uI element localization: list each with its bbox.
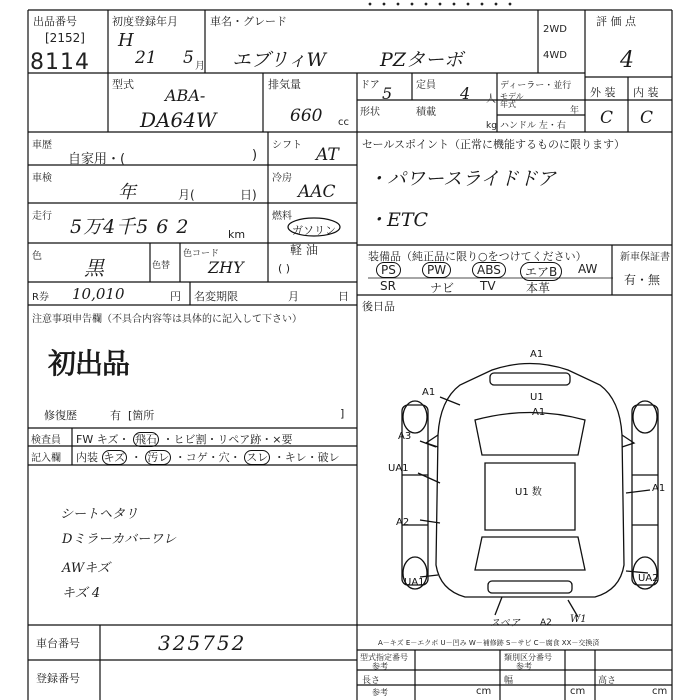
- diagram-mark-roof: U1 数: [515, 487, 542, 498]
- recycle-value: 10,010: [72, 285, 125, 303]
- interior-scratch: キズ: [103, 451, 126, 464]
- score-value: 4: [620, 48, 634, 73]
- sales-points-label: セールスポイント（正常に機能するものに限ります）: [362, 138, 626, 151]
- mileage-unit: km: [228, 228, 246, 241]
- recycle-label: R券: [32, 292, 49, 303]
- inspector-label: 検査員: [31, 435, 61, 446]
- inspector-stone-chip: 飛石: [135, 433, 157, 446]
- equip-pw: PW: [422, 262, 451, 278]
- fuel-diesel: 軽 油: [290, 243, 318, 257]
- mileage-label: 走行: [32, 211, 52, 222]
- model-label: 型式: [112, 78, 134, 91]
- recycle-unit: 円: [170, 290, 181, 303]
- car-name: エブリィW: [232, 49, 327, 71]
- diagram-mark-rear: A2: [540, 618, 552, 628]
- history-label: 車歴: [32, 140, 52, 151]
- color-change-label: 色替: [152, 261, 171, 271]
- reg-month: 5: [183, 48, 194, 68]
- displacement-unit: cc: [338, 117, 349, 128]
- interior-rest: ・キレ・破レ: [273, 451, 340, 464]
- diagram-mark-left-rear: UA1: [404, 577, 425, 588]
- color-label: 色: [32, 251, 42, 262]
- class-number-ref: 参考: [516, 662, 532, 671]
- inspector-row-2: [76, 449, 340, 465]
- notes-label: 注意事項申告欄（不具合内容等は具体的に記入して下さい）: [32, 314, 302, 325]
- model-code: DA64W: [140, 108, 217, 132]
- lot-label: 出品番号: [33, 15, 77, 28]
- reg-era: H: [118, 30, 134, 51]
- equip-abs: ABS: [472, 262, 506, 278]
- fuel-gasoline: ガソリン: [292, 224, 336, 237]
- diagram-mark-left-rear-door: A2: [396, 517, 410, 528]
- repair-detail: [箇所: [128, 409, 155, 422]
- capacity-value: 4: [460, 84, 471, 103]
- mileage-value: 5万4千5 6 2: [70, 216, 190, 238]
- history-value: 自家用・(: [68, 152, 126, 167]
- width-unit: cm: [570, 686, 586, 697]
- type-designation-label: 型式指定番号: [360, 653, 408, 662]
- lot-number: [2152]: [45, 31, 85, 45]
- fuel-label: 燃料: [272, 211, 292, 222]
- warranty-label: 新車保証書: [620, 252, 670, 263]
- fuel-gasoline-circle: [286, 216, 342, 238]
- diagram-mark-left-front: A1: [422, 387, 436, 398]
- color-code-label: 色コード: [183, 249, 220, 259]
- equip-navi: ナビ: [430, 281, 455, 295]
- inspector-note-3: AWキズ: [62, 561, 110, 576]
- shape-label: 形状: [360, 107, 380, 118]
- diagram-mark-left-door: UA1: [388, 463, 409, 474]
- inspector-note-4: キズ 4: [62, 586, 101, 601]
- diagram-mark-hood: A1: [532, 407, 546, 418]
- equipment-label: 装備品（純正品に限り○をつけてください）: [368, 250, 587, 263]
- height-unit: cm: [652, 686, 668, 697]
- model-year-label: モデル年式: [500, 92, 524, 109]
- dealer-label: ディーラー・並行: [500, 81, 572, 91]
- color-value: 黒: [84, 256, 104, 280]
- exterior-label: 外 装: [590, 86, 616, 99]
- inspector-scratch: キズ・: [96, 433, 130, 446]
- interior-label-2: 内装: [76, 451, 98, 464]
- length-label: 長さ: [362, 676, 381, 686]
- capacity-unit: 人: [486, 94, 496, 105]
- model-year-unit: 年: [570, 106, 580, 116]
- length-unit: cm: [476, 686, 492, 697]
- doors-value: 5: [382, 84, 393, 103]
- height-label: 高さ: [598, 676, 617, 686]
- inspection-day: 日): [240, 188, 257, 202]
- load-label: 積載: [416, 107, 436, 118]
- fuel-other: ( ): [278, 262, 291, 275]
- interior-label: 内 装: [633, 86, 659, 99]
- equip-aw: AW: [578, 262, 598, 276]
- equip-sr: SR: [380, 279, 396, 293]
- chassis-number: 325752: [158, 631, 247, 655]
- name-change-label: 名変期限: [194, 290, 238, 303]
- drive-4wd: 4WD: [543, 50, 567, 61]
- color-code-value: ZHY: [208, 258, 244, 277]
- ac-value: AAC: [298, 182, 336, 202]
- name-change-day: 日: [338, 290, 349, 303]
- diagram-mark-rear-w: W1: [570, 614, 587, 625]
- shift-value: AT: [316, 145, 339, 165]
- lot-big-number: 8114: [30, 50, 90, 75]
- first-reg-label: 初度登録年月: [112, 15, 178, 28]
- equip-ps: PS: [376, 262, 401, 278]
- sales-point-1: ・パワースライドドア: [368, 168, 556, 190]
- shift-label: シフト: [272, 140, 302, 151]
- model-prefix: ABA-: [165, 86, 206, 105]
- load-unit: kg: [486, 121, 497, 131]
- diagram-mark-right-door: A1: [652, 483, 666, 494]
- width-label: 幅: [504, 676, 514, 686]
- name-change-month: 月: [288, 290, 299, 303]
- reg-month-unit: 月: [195, 61, 205, 72]
- exterior-grade: C: [600, 108, 614, 128]
- warranty-value: 有・無: [624, 273, 661, 287]
- doors-label: ドア: [360, 80, 380, 91]
- length-ref: 参考: [372, 688, 388, 697]
- inspector-fw: FW: [76, 433, 94, 446]
- displacement-label: 排気量: [268, 78, 301, 91]
- inspector-note-2: Dミラーカバーワレ: [62, 532, 177, 547]
- inspector-note-1: シートヘタリ: [60, 507, 139, 522]
- inspection-label: 車検: [32, 173, 52, 184]
- equipment-divider: [368, 277, 613, 279]
- interior-stain: 汚レ: [147, 451, 170, 464]
- diagram-mark-spare: スペア: [490, 618, 520, 629]
- sales-point-2: ・ETC: [368, 209, 429, 231]
- ac-label: 冷房: [272, 173, 292, 184]
- repair-history-value: 有: [110, 409, 121, 422]
- first-listing-stamp: 初出品: [48, 347, 130, 380]
- equip-tv: TV: [480, 279, 496, 293]
- class-number-label: 類別区分番号: [504, 653, 552, 662]
- equip-leather: 本革: [526, 281, 551, 295]
- inspector-row-1: [76, 431, 293, 447]
- history-close: ): [252, 148, 258, 163]
- interior-wear: スレ: [246, 451, 269, 464]
- score-label: 評 価 点: [596, 15, 636, 28]
- later-items-label: 後日品: [362, 300, 395, 313]
- diagram-mark-left-fender: A3: [398, 431, 412, 442]
- inspector-row1-rest: ・ヒビ割・リペア跡・×要: [162, 433, 293, 446]
- entry-label: 記入欄: [31, 453, 61, 464]
- type-designation-ref: 参考: [372, 662, 388, 671]
- registration-label: 登録番号: [36, 672, 80, 685]
- repair-close: ]: [340, 407, 345, 420]
- interior-grade: C: [640, 108, 654, 128]
- inspection-year: 年: [118, 182, 136, 203]
- interior-mid: ・コゲ・穴・: [174, 451, 241, 464]
- reg-year: 21: [135, 48, 157, 68]
- damage-legend: A－キズ E－エクボ U－凹み W－補修跡 S－サビ C－腐食 XX－交換済: [378, 639, 600, 647]
- inspection-month: 月(: [178, 188, 195, 202]
- repair-history-label: 修復歴: [44, 409, 77, 422]
- diagram-mark-front: A1: [530, 349, 544, 360]
- drive-2wd: 2WD: [543, 24, 567, 35]
- capacity-label: 定員: [416, 80, 436, 91]
- chassis-label: 車台番号: [36, 637, 80, 650]
- handle-label: ハンドル 左・右: [500, 121, 566, 131]
- interior-sep: ・: [130, 451, 142, 464]
- diagram-mark-front-lower: U1: [530, 392, 544, 403]
- displacement-value: 660: [290, 106, 323, 126]
- diagram-mark-right-rear: UA2: [638, 573, 659, 584]
- car-grade: PZターボ: [380, 49, 463, 71]
- car-name-label: 車名・グレード: [210, 15, 287, 28]
- equip-airbag: エアB: [520, 262, 562, 281]
